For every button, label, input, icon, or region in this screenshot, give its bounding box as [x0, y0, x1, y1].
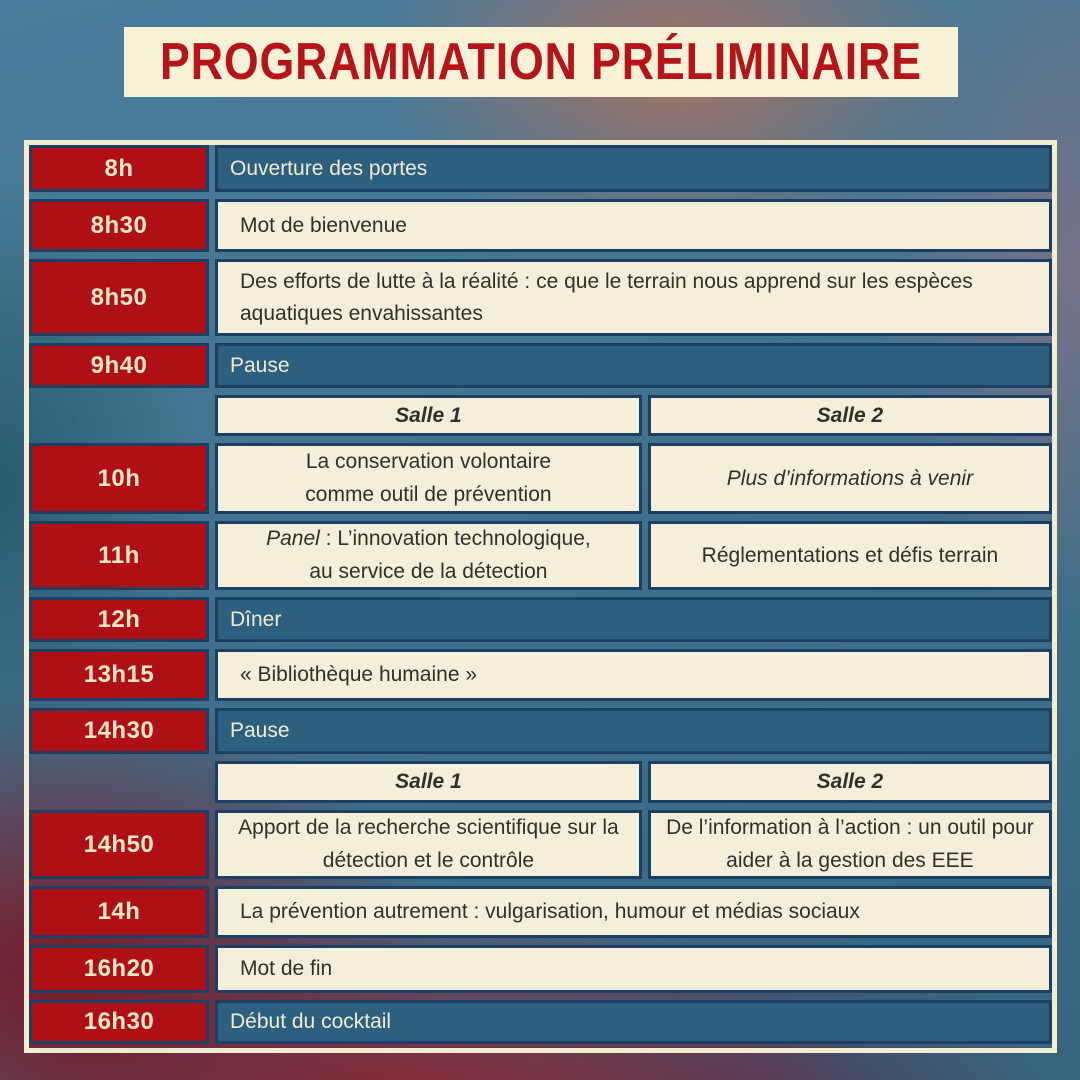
table-row	[29, 886, 1052, 938]
time-cell: 11h	[29, 521, 209, 590]
room-2-header: Salle 2	[648, 395, 1052, 436]
event-line: aider à la gestion des EEE	[726, 848, 974, 872]
event-cell: Mot de bienvenue	[215, 199, 1052, 252]
event-line: détection et le contrôle	[322, 848, 535, 872]
room-2-event-cell: Plus d’informations à venir	[648, 443, 1052, 514]
time-cell: 8h30	[29, 199, 209, 252]
event-cell: Des efforts de lutte à la réalité : ce que le terrain nous apprend sur les espèces aquatiques envahissantes	[215, 259, 1052, 336]
table-row	[29, 199, 1052, 252]
table-row	[29, 810, 1052, 879]
table-row	[29, 649, 1052, 701]
time-cell: 8h50	[29, 259, 209, 336]
time-cell: 14h	[29, 886, 209, 938]
event-cell: Pause	[215, 343, 1052, 388]
event-cell: Dîner	[215, 597, 1052, 642]
event-line	[228, 523, 629, 556]
room-1-header: Salle 1	[215, 761, 642, 803]
time-cell: 14h50	[29, 810, 209, 879]
page-title: PROGRAMMATION PRÉLIMINAIRE	[160, 33, 922, 91]
time-cell: 14h30	[29, 708, 209, 754]
time-cell: 16h20	[29, 945, 209, 993]
table-row	[29, 708, 1052, 754]
event-cell: Mot de fin	[215, 945, 1052, 993]
empty-time-cell	[29, 761, 209, 803]
table-row	[29, 145, 1052, 192]
time-cell: 16h30	[29, 1000, 209, 1044]
empty-time-cell	[29, 395, 209, 436]
event-line: comme outil de prévention	[305, 482, 552, 506]
event-line: Apport de la recherche scientifique sur la	[238, 815, 619, 839]
room-header-row	[29, 761, 1052, 803]
room-1-header: Salle 1	[215, 395, 642, 436]
time-cell: 9h40	[29, 343, 209, 388]
event-line-rest: : L’innovation technologique,	[319, 526, 591, 550]
time-cell: 8h	[29, 145, 209, 192]
title-banner	[124, 27, 958, 97]
table-row	[29, 443, 1052, 514]
table-row	[29, 259, 1052, 336]
event-line: au service de la détection	[309, 559, 548, 583]
table-row	[29, 343, 1052, 388]
schedule-table	[24, 140, 1057, 1053]
table-row	[29, 597, 1052, 642]
room-2-header: Salle 2	[648, 761, 1052, 803]
table-row	[29, 945, 1052, 993]
room-header-row	[29, 395, 1052, 436]
room-2-event-cell	[648, 810, 1052, 879]
room-2-event-cell: Réglementations et défis terrain	[648, 521, 1052, 590]
event-cell: « Bibliothèque humaine »	[215, 649, 1052, 701]
event-cell: La prévention autrement : vulgarisation, humour et médias sociaux	[215, 886, 1052, 938]
room-1-event-cell	[215, 521, 642, 590]
table-row	[29, 1000, 1052, 1044]
time-cell: 10h	[29, 443, 209, 514]
room-1-event-cell	[215, 810, 642, 879]
event-line: De l’information à l’action : un outil pour	[666, 815, 1034, 839]
room-1-event-cell	[215, 443, 642, 514]
table-row	[29, 521, 1052, 590]
event-cell: Début du cocktail	[215, 1000, 1052, 1044]
panel-label: Panel	[266, 526, 320, 550]
event-line: La conservation volontaire	[305, 449, 551, 473]
time-cell: 13h15	[29, 649, 209, 701]
time-cell: 12h	[29, 597, 209, 642]
event-cell: Ouverture des portes	[215, 145, 1052, 192]
event-cell: Pause	[215, 708, 1052, 754]
